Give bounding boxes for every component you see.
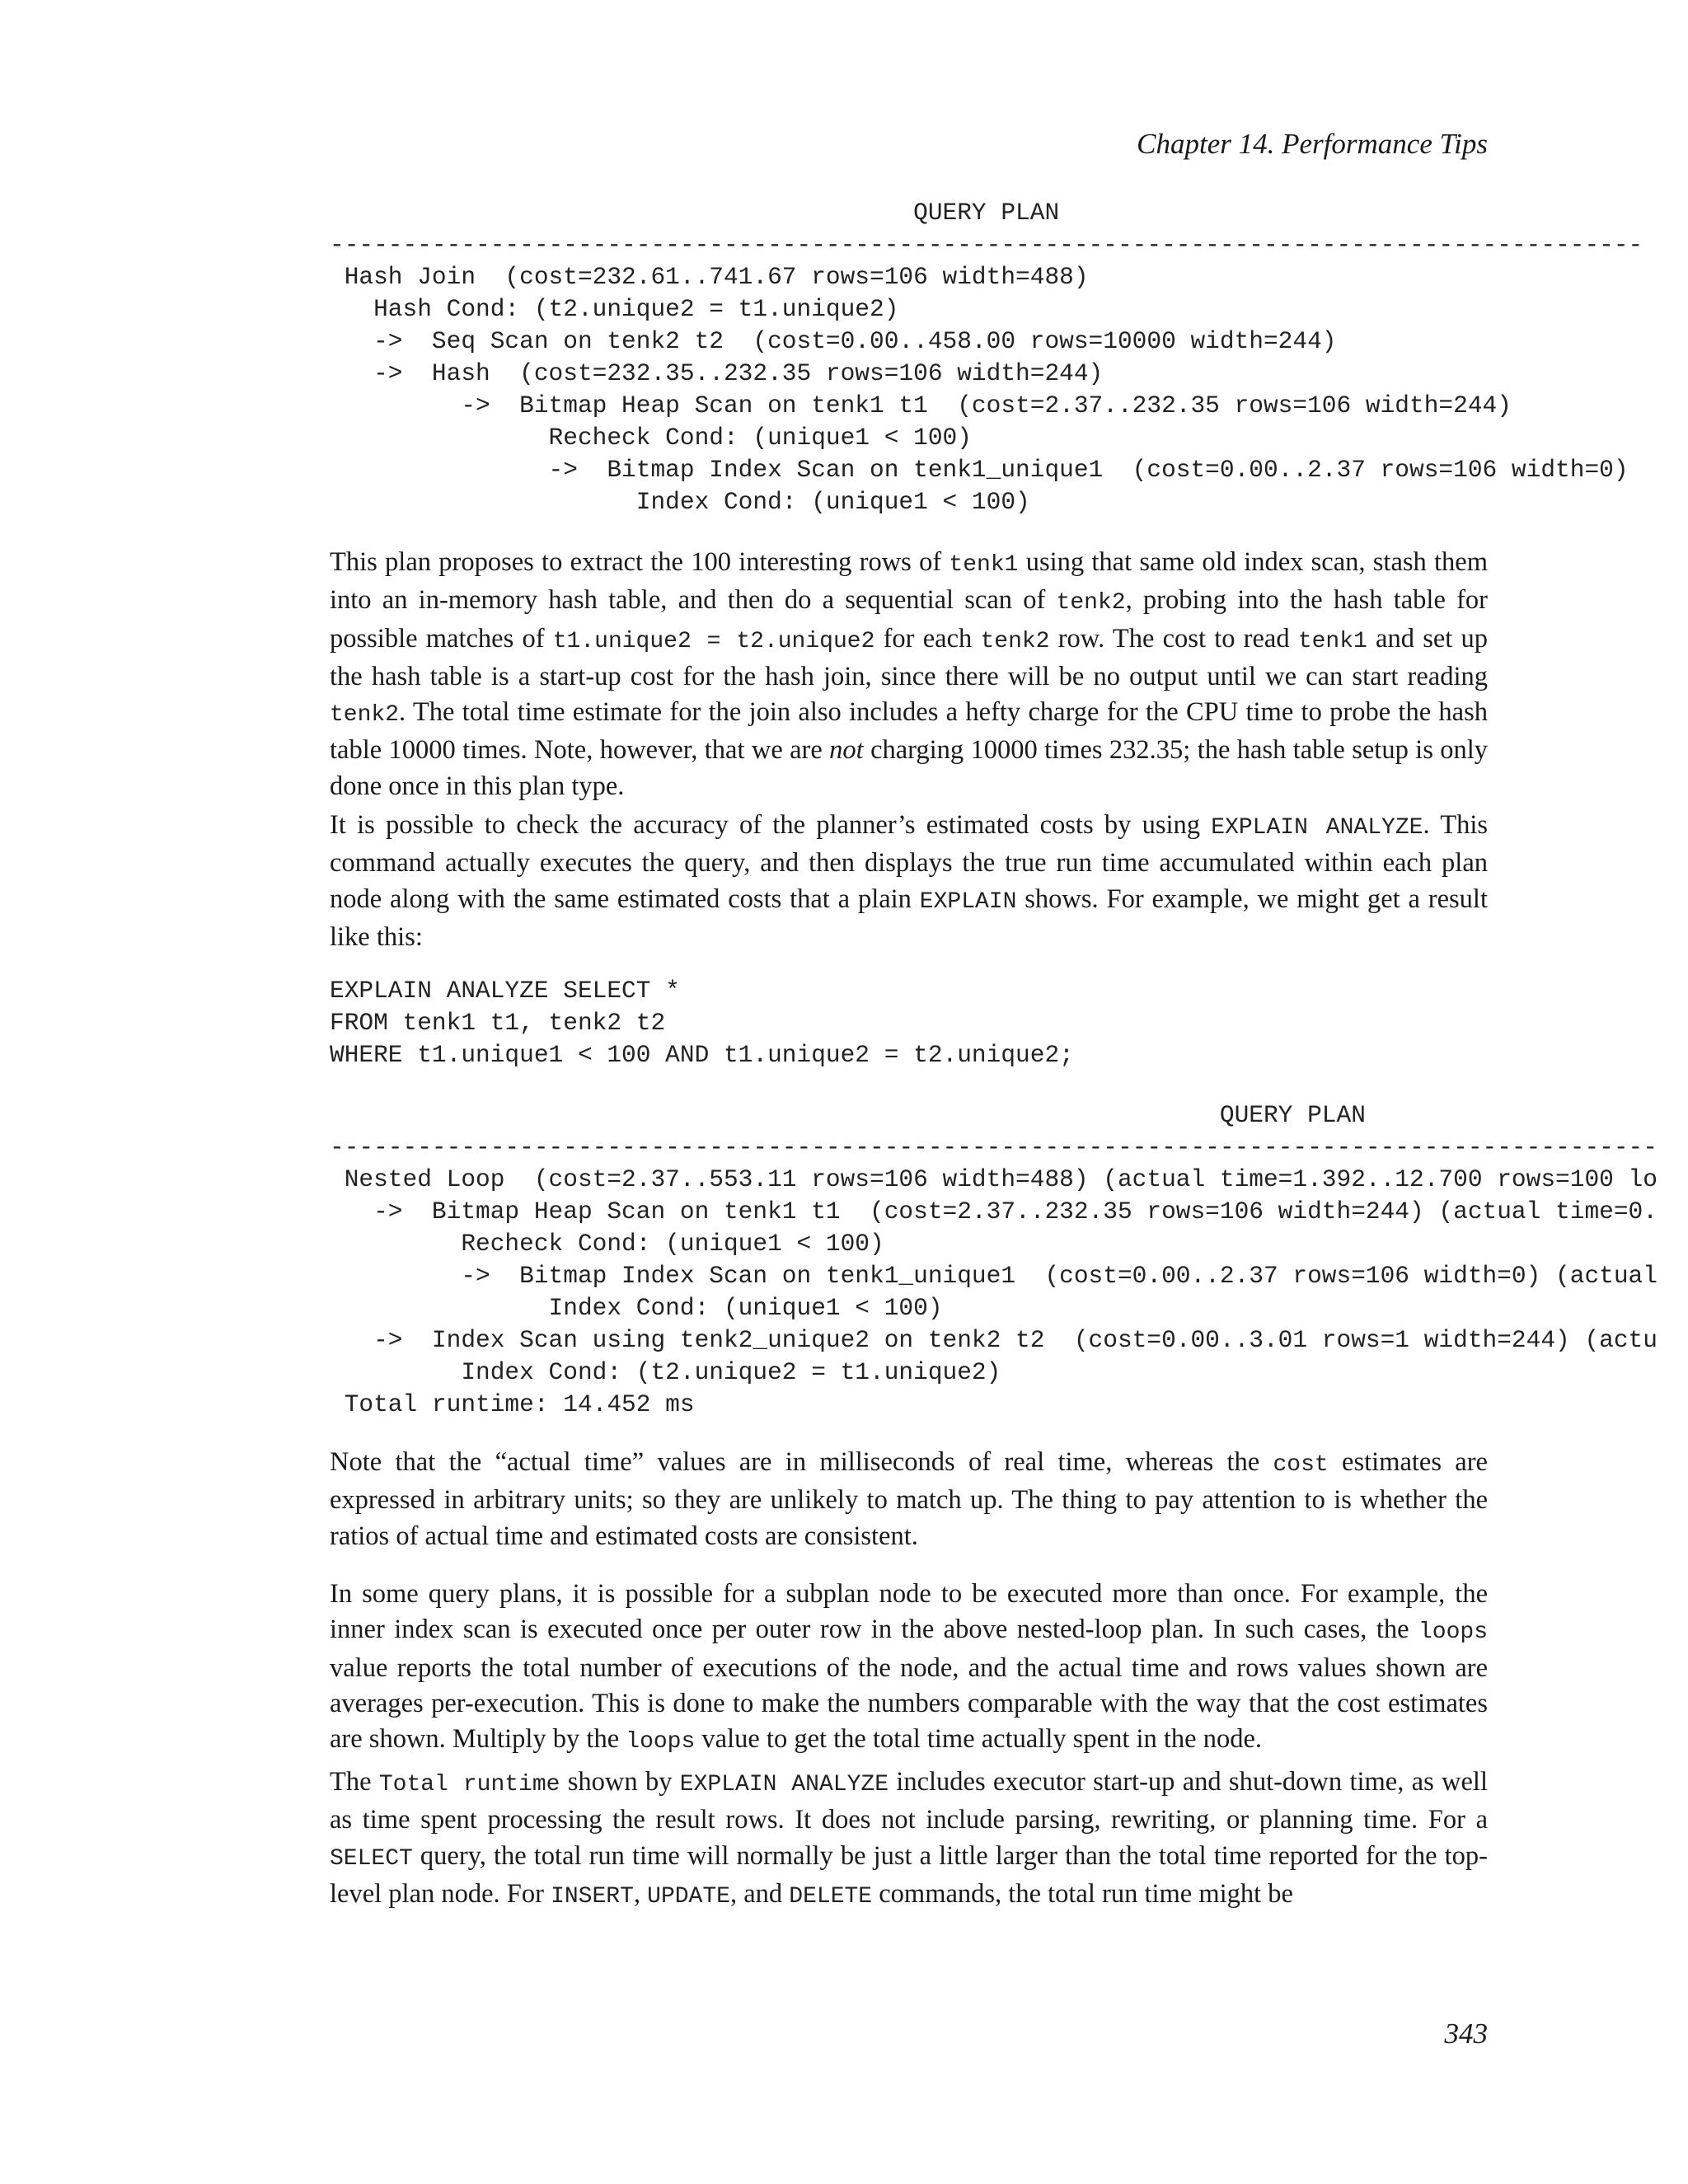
paragraph-actual-time-note: Note that the “actual time” values are in milliseconds of real time, whereas the cost estimates are expressed in arbitrary units; so they are unlikely to match up. The thing to pay attention to is whether the ratios of actual time and estimated costs are consistent. bbox=[330, 1447, 1488, 1551]
code-line: Nested Loop (cost=2.37..553.11 rows=106 width=488) (actual time=1.392..12.700 rows=100 lo bbox=[344, 1165, 1658, 1193]
inline-code: tenk1 bbox=[1297, 628, 1367, 654]
code-line: WHERE t1.unique1 < 100 AND t1.unique2 = t2.unique2; bbox=[330, 1041, 1074, 1069]
page-number: 343 bbox=[1444, 2018, 1488, 2050]
code-line: EXPLAIN ANALYZE SELECT * bbox=[330, 977, 680, 1005]
inline-code: tenk1 bbox=[949, 552, 1019, 578]
code-line: Recheck Cond: (unique1 < 100) bbox=[548, 424, 972, 452]
code-line: -> Bitmap Index Scan on tenk1_unique1 (cost=0.00..2.37 rows=106 width=0) bbox=[548, 456, 1629, 484]
inline-code: tenk2 bbox=[980, 628, 1050, 654]
paragraph-total-runtime: The Total runtime shown by EXPLAIN ANALYZE includes executor start-up and shut-down time, as well as time spent processing the result rows. It does not include parsing, rewriting, or planning time. For a SELECT query, the total run time will normally be just a little larger than the total time reported for the top-level plan node. For INSERT, UPDATE, and DELETE commands, the total run time might be bbox=[330, 1767, 1488, 1910]
inline-code: INSERT bbox=[551, 1883, 634, 1910]
inline-code: EXPLAIN bbox=[919, 888, 1017, 915]
code-line: -> Hash (cost=232.35..232.35 rows=106 width=244) bbox=[373, 359, 1104, 387]
code-line: -> Bitmap Heap Scan on tenk1 t1 (cost=2.37..232.35 rows=106 width=244) bbox=[461, 391, 1512, 419]
inline-code: UPDATE bbox=[647, 1883, 730, 1910]
inline-code: loops bbox=[1418, 1619, 1488, 1646]
code-line: Total runtime: 14.452 ms bbox=[330, 1390, 695, 1418]
sql-query-example bbox=[330, 975, 1074, 1071]
code-line: -> Index Scan using tenk2_unique2 on tenk2 t2 (cost=0.00..3.01 rows=1 width=244) (actu bbox=[373, 1326, 1658, 1354]
code-line: -> Bitmap Heap Scan on tenk1 t1 (cost=2.37..232.35 rows=106 width=244) (actual time=0. bbox=[373, 1197, 1658, 1226]
inline-code: SELECT bbox=[330, 1845, 413, 1872]
code-line: Index Cond: (unique1 < 100) bbox=[548, 1294, 943, 1322]
paragraph-subplan-loops: In some query plans, it is possible for a subplan node to be executed more than once. For example, the inner index scan is executed once per outer row in the above nested-loop plan. In such cases, the loops value reports the total number of executions of the node, and the actual time and rows values shown are averages per-execution. This is done to make the numbers comparable with the way that the cost estimates are shown. Multiply by the loops value to get the total time actually spent in the node. bbox=[330, 1579, 1488, 1755]
code-line: ------------------------------------------------------------------------------------------ bbox=[330, 231, 1643, 259]
inline-code: DELETE bbox=[789, 1883, 873, 1910]
inline-code: EXPLAIN ANALYZE bbox=[679, 1772, 889, 1797]
inline-code: t1.unique2 = t2.unique2 bbox=[552, 628, 875, 654]
paragraph-explain-analyze-intro: It is possible to check the accuracy of the planner’s estimated costs by using EXPLAIN ANALYZE. This command actually executes the query, and then displays the true run time accumulated within each plan node along with the same estimated costs that a plain EXPLAIN shows. For example, we might get a result like this: bbox=[330, 810, 1488, 952]
inline-code: cost bbox=[1273, 1452, 1329, 1478]
code-line: Recheck Cond: (unique1 < 100) bbox=[461, 1230, 884, 1258]
code-line: -> Bitmap Index Scan on tenk1_unique1 (cost=0.00..2.37 rows=106 width=0) (actual bbox=[461, 1262, 1658, 1290]
code-line: -> Seq Scan on tenk2 t2 (cost=0.00..458.00 rows=10000 width=244) bbox=[373, 327, 1337, 355]
code-line: ------------------------------------------------------------------------------------------- bbox=[330, 1133, 1658, 1161]
paragraph-hash-join-explanation: This plan proposes to extract the 100 interesting rows of tenk1 using that same old index scan, stash them into an in-memory hash table, and then do a sequential scan of tenk2, probing into the hash table for possible matches of t1.unique2 = t2.unique2 for each tenk2 row. The cost to read tenk1 and set up the hash table is a start-up cost for the hash join, since there will be no output until we can start reading tenk2. The total time estimate for the join also includes a hefty charge for the CPU time to probe the hash table 10000 times. Note, however, that we are not charging 10000 times 232.35; the hash table setup is only done once in this plan type. bbox=[330, 547, 1489, 801]
code-line: Index Cond: (unique1 < 100) bbox=[330, 488, 1030, 516]
running-header: Chapter 14. Performance Tips bbox=[1137, 128, 1488, 160]
inline-code: Total runtime bbox=[378, 1772, 560, 1797]
inline-code: tenk2 bbox=[1056, 590, 1126, 616]
code-line: Index Cond: (t2.unique2 = t1.unique2) bbox=[461, 1358, 1001, 1386]
code-line: FROM tenk1 t1, tenk2 t2 bbox=[330, 1009, 666, 1037]
inline-code: EXPLAIN ANALYZE bbox=[1211, 815, 1423, 841]
code-line: QUERY PLAN bbox=[913, 199, 1060, 227]
inline-code: tenk2 bbox=[330, 702, 400, 729]
code-line: QUERY PLAN bbox=[1219, 1101, 1366, 1129]
code-line: Hash Cond: (t2.unique2 = t1.unique2) bbox=[373, 295, 899, 323]
query-plan-hash-join bbox=[330, 197, 1643, 518]
code-line: Hash Join (cost=232.61..741.67 rows=106 width=488) bbox=[344, 263, 1089, 291]
query-plan-nested-loop bbox=[330, 1099, 1658, 1421]
emphasis: not bbox=[829, 735, 864, 766]
inline-code: loops bbox=[626, 1729, 696, 1755]
